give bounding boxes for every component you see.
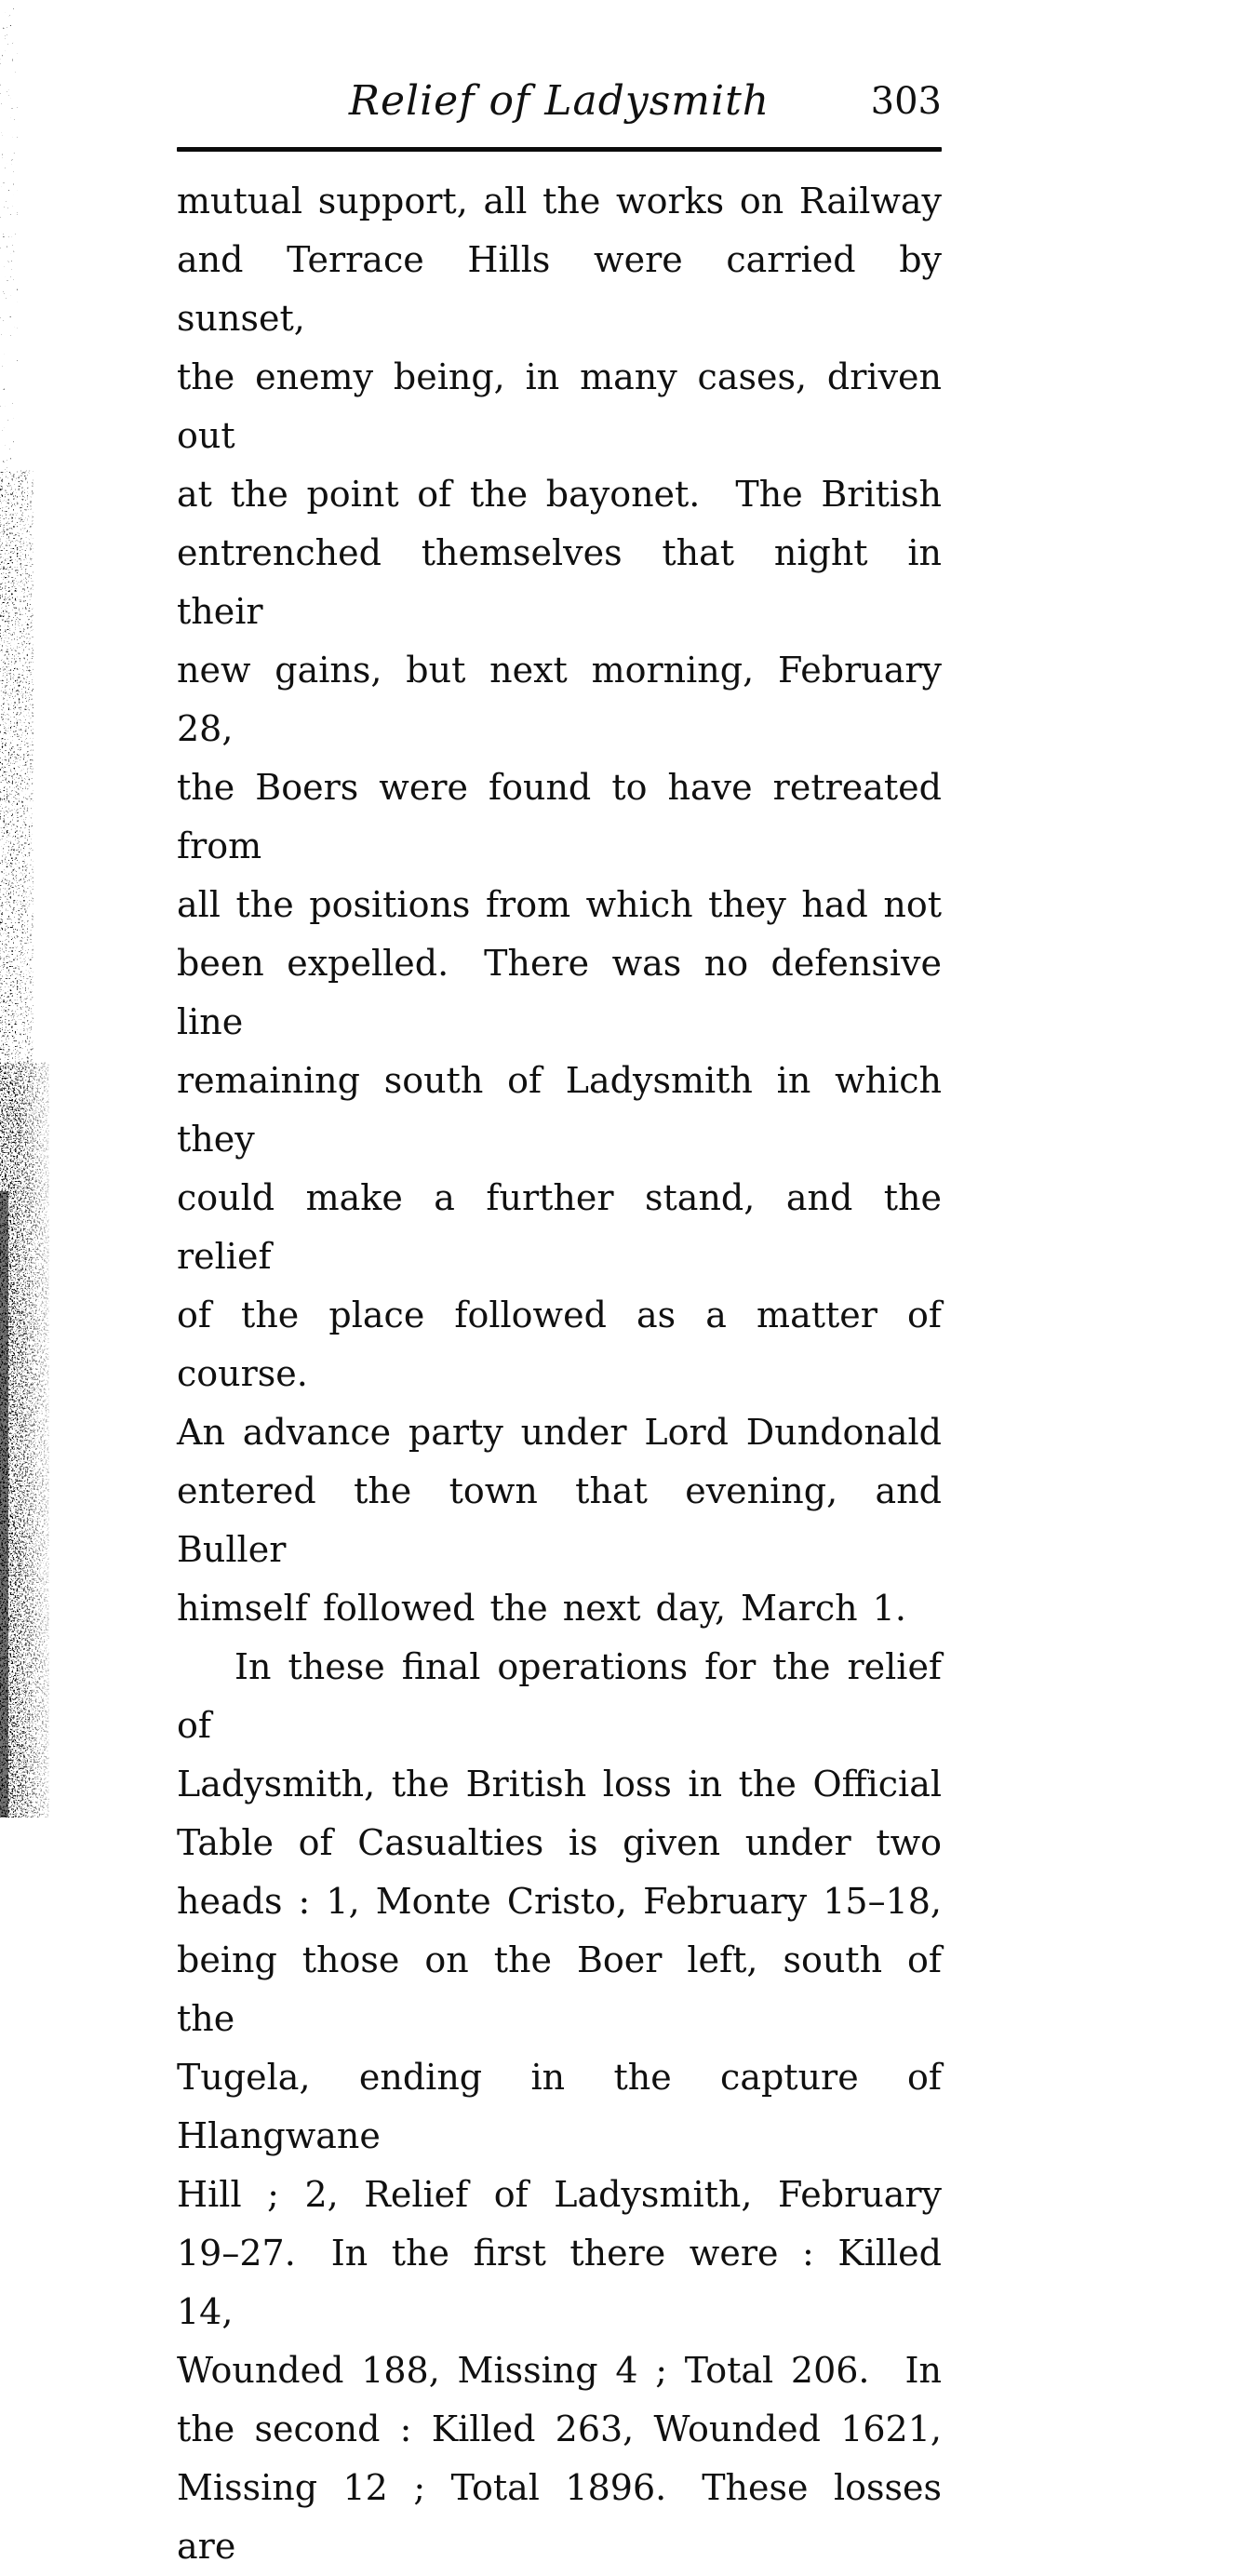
binding-shadow-artifact — [0, 0, 60, 1818]
text-line: remaining south of Ladysmith in which they — [177, 1060, 942, 1160]
text-line: Tugela, ending in the capture of Hlangwane — [177, 2057, 942, 2156]
text-line: In these final operations for the relief of — [177, 1646, 942, 1746]
page-number: 303 — [870, 80, 942, 123]
text-line: the enemy being, in many cases, driven out — [177, 356, 942, 456]
text-line: the Boers were found to have retreated from — [177, 767, 942, 866]
text-line: 19–27. In the first there were : Killed 14, — [177, 2233, 942, 2332]
header-rule — [177, 147, 942, 152]
text-line: and Terrace Hills were carried by sunset, — [177, 239, 942, 339]
text-line: Missing 12 ; Total 1896. These losses are — [177, 2467, 942, 2567]
text-line: the second : Killed 263, Wounded 1621, — [177, 2408, 942, 2449]
text-line: at the point of the bayonet. The British — [177, 474, 942, 515]
text-line: Wounded 188, Missing 4 ; Total 206. In — [177, 2350, 942, 2391]
text-line: mutual support, all the works on Railway — [177, 181, 942, 221]
text-line: entrenched themselves that night in their — [177, 532, 942, 632]
text-line: being those on the Boer left, south of the — [177, 1939, 942, 2039]
page-header — [177, 74, 942, 128]
text-line: himself followed the next day, March 1. — [177, 1588, 906, 1629]
text-line: Table of Casualties is given under two — [177, 1822, 942, 1863]
text-line: been expelled. There was no defensive line — [177, 943, 942, 1042]
text-line: Ladysmith, the British loss in the Official — [177, 1764, 942, 1805]
body-lines — [177, 172, 942, 2576]
text-line: heads : 1, Monte Cristo, February 15–18, — [177, 1881, 942, 1922]
text-line: Hill ; 2, Relief of Ladysmith, February — [177, 2174, 942, 2215]
text-line: new gains, but next morning, February 28, — [177, 650, 942, 749]
text-line: could make a further stand, and the relief — [177, 1177, 942, 1277]
text-line: An advance party under Lord Dundonald — [177, 1412, 942, 1453]
text-line: all the positions from which they had not — [177, 884, 942, 925]
text-line: of the place followed as a matter of course. — [177, 1295, 942, 1394]
running-title: Relief of Ladysmith — [348, 77, 770, 125]
page-content — [177, 74, 942, 2576]
text-line: entered the town that evening, and Buller — [177, 1470, 942, 1570]
